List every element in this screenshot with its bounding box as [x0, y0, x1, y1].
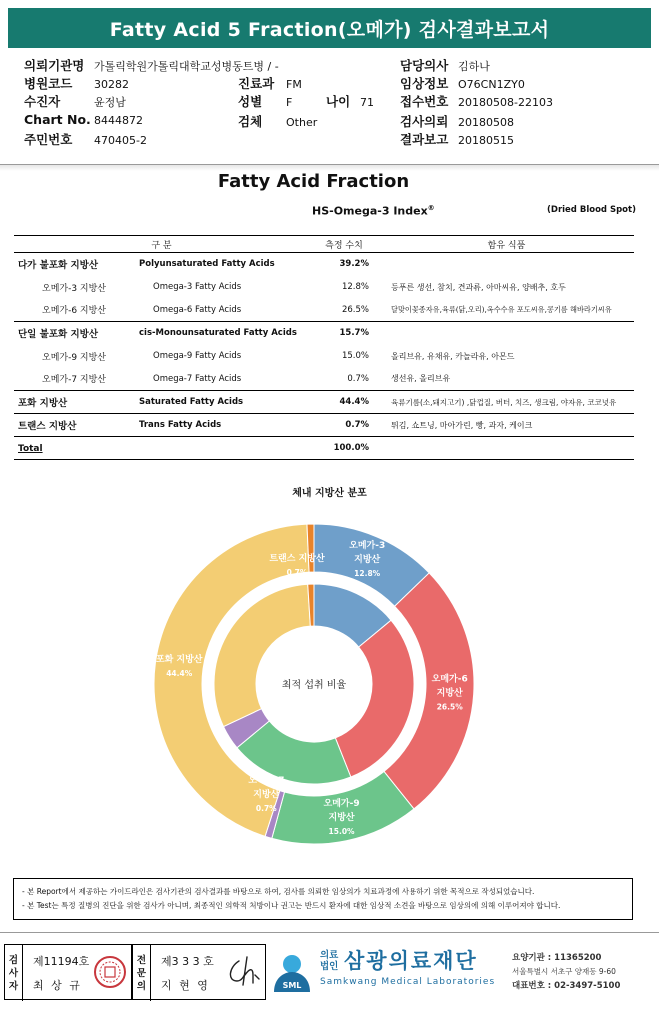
- donut-slice-name-label: 지방산: [253, 790, 280, 801]
- institution-label: 의뢰기관명: [24, 58, 85, 73]
- notes-box: [13, 878, 633, 920]
- row-name-kr: 단일 불포화 지방산: [14, 322, 139, 345]
- row-value: 0.7%: [309, 414, 379, 437]
- brand-corp-line: 의료: [320, 950, 339, 961]
- donut-slice-pct-label: 26.5%: [436, 702, 463, 712]
- specialist-label-char: 의: [136, 980, 147, 992]
- table-row: [14, 391, 634, 414]
- row-food: 올리브유, 유채유, 카놀라유, 아몬드: [391, 351, 515, 361]
- donut-slice-name-label: 지방산: [328, 813, 355, 824]
- table-row: [14, 299, 634, 322]
- table-row-total: [14, 437, 634, 460]
- donut-slice-name-label: 포화 지방산: [155, 654, 203, 665]
- clinical-label: 임상정보: [400, 76, 449, 91]
- specialist-license: 제3 3 3 호: [161, 955, 214, 968]
- dept-label: 진료과: [238, 76, 275, 91]
- patient-info: [0, 52, 659, 164]
- footer-divider: [0, 932, 659, 933]
- tester-label-char: 검: [8, 954, 19, 966]
- chart-no-value: 8444872: [94, 114, 143, 127]
- table-row: [14, 322, 634, 345]
- header-food: 함유 식품: [379, 236, 634, 253]
- note-line: - 본 Test는 특정 질병의 진단을 위한 검사가 아니며, 최종적인 의학적 처방이나 권고는 반드시 환자에 대한 임상적 소견을 바탕으로 임상의에 의해 이루어져야 합니다.: [22, 901, 561, 910]
- report-title: Fatty Acid 5 Fraction(오메가) 검사결과보고서: [8, 8, 651, 48]
- sex-value: F: [286, 96, 293, 109]
- donut-slice-pct-label: 12.8%: [354, 568, 381, 578]
- specialist-label: [133, 945, 151, 1001]
- contact-address: 서울특별시 서초구 양재동 9-60: [512, 967, 616, 976]
- row-value: 26.5%: [341, 304, 369, 315]
- row-value: 12.8%: [341, 282, 369, 292]
- sex-label: 성별: [238, 94, 263, 109]
- row-name-en: Omega-3 Fatty Acids: [153, 282, 242, 292]
- id-value: 470405-2: [94, 134, 147, 147]
- omega-index-text: HS-Omega-3 Index: [312, 204, 428, 218]
- tester-license: 제11194호: [33, 955, 90, 968]
- brand-corp-type: [320, 950, 338, 972]
- row-name-en: Trans Fatty Acids: [139, 414, 309, 437]
- chart-no-label: Chart No.: [24, 112, 91, 127]
- row-name-en: cis-Monounsaturated Fatty Acids: [139, 322, 309, 345]
- total-label: [14, 437, 139, 460]
- specialist-label-char: 문: [136, 967, 147, 979]
- total-value: 100.0%: [309, 437, 379, 460]
- brand-english-name: Samkwang Medical Laboratories: [320, 977, 496, 987]
- row-food: 튀김, 쇼트닝, 마아가린, 빵, 과자, 케이크: [379, 414, 634, 437]
- donut-slice-pct-label: 44.4%: [166, 668, 193, 678]
- donut-center-label: 최적 섭취 비율: [281, 680, 347, 691]
- header-value: 측정 수치: [309, 236, 379, 253]
- doctor-value: 김하나: [458, 60, 490, 73]
- logo-text: SML: [282, 981, 302, 990]
- age-label: 나이: [326, 94, 351, 109]
- row-food: [379, 322, 634, 345]
- row-food: 등푸른 생선, 참치, 견과류, 아마씨유, 양배추, 호두: [391, 282, 566, 292]
- omega-index-label: [312, 204, 435, 218]
- donut-slice-name-label: 트랜스 지방산: [269, 554, 325, 565]
- row-name-kr: 오메가-6 지방산: [42, 306, 106, 317]
- table-row: [14, 368, 634, 391]
- doctor-label: 담당의사: [400, 58, 449, 73]
- row-name-en: Omega-6 Fatty Acids: [153, 304, 242, 315]
- institution-value: 가톨릭학원가톨릭대학교성병동트병 / -: [94, 60, 279, 73]
- row-name-en: Omega-7 Fatty Acids: [153, 373, 242, 384]
- donut-slice-name-label: 오메가-9: [323, 799, 360, 810]
- row-value: 15.7%: [309, 322, 379, 345]
- age-value: 71: [360, 96, 374, 109]
- tester-label: [5, 945, 23, 1001]
- donut-slice-pct-label: 15.0%: [328, 827, 355, 837]
- row-name-kr: 트랜스 지방산: [14, 414, 139, 437]
- row-name-en: Polyunsaturated Fatty Acids: [139, 253, 309, 276]
- tester-seal-icon: [93, 955, 127, 989]
- donut-slice-name-label: 지방산: [436, 688, 463, 699]
- contact-code-text: 요양기관 : 11365200: [512, 953, 602, 963]
- specialist-signature-icon: [223, 953, 263, 989]
- donut-slice-name-label: 오메가-3: [349, 540, 386, 551]
- brand-corp-line: 법인: [320, 961, 339, 972]
- row-food: 생선유, 올리브유: [391, 374, 451, 384]
- donut-slice-name-label: 오메가-7: [248, 776, 285, 787]
- donut-slice-name-label: 오메가-6: [431, 674, 468, 685]
- row-value: 44.4%: [309, 391, 379, 414]
- fatty-acid-donut-chart: [0, 500, 659, 870]
- request-label: 검사의뢰: [400, 114, 449, 129]
- contact-info: [512, 951, 620, 993]
- specialist-name: 지 현 영: [161, 979, 210, 992]
- row-value: 0.7%: [347, 373, 369, 384]
- receipt-value: 20180508-22103: [458, 96, 553, 109]
- fatty-acid-table: [14, 235, 634, 460]
- brand-name: 삼광의료재단: [344, 949, 478, 973]
- total-text: Total: [18, 443, 43, 454]
- row-food: [379, 253, 634, 276]
- tester-label-char: 자: [8, 980, 19, 992]
- hospital-code-value: 30282: [94, 78, 129, 91]
- specialist-signature-box: [132, 944, 266, 1000]
- specimen-value: Other: [286, 116, 318, 129]
- registered-mark: ®: [427, 204, 435, 212]
- contact-tel: [512, 979, 620, 993]
- receipt-label: 접수번호: [400, 94, 449, 109]
- patient-value: 윤정남: [94, 96, 126, 109]
- tester-name: 최 상 규: [33, 979, 82, 992]
- row-name-en: Saturated Fatty Acids: [139, 391, 309, 414]
- dept-value: FM: [286, 78, 302, 91]
- table-row: [14, 345, 634, 368]
- donut-slice-pct-label: 0.7%: [286, 568, 308, 578]
- report-label: 결과보고: [400, 132, 449, 147]
- row-name-kr: 오메가-9 지방산: [42, 352, 106, 363]
- note-line: - 본 Report에서 제공하는 가이드라인은 검사기관의 검사결과를 바탕으로 하여, 검사를 의뢰한 임상의가 치료과정에 사용하기 위한 목적으로 작성되었습니다.: [22, 887, 535, 896]
- table-row: [14, 276, 634, 299]
- tester-signature-box: [4, 944, 132, 1000]
- report-value: 20180515: [458, 134, 514, 147]
- specialist-label-char: 전: [136, 954, 147, 966]
- total-en: [139, 437, 309, 460]
- table-row: [14, 253, 634, 276]
- contact-tel-text: 대표번호 : 02-3497-5100: [512, 981, 621, 991]
- contact-code: [512, 951, 620, 965]
- row-value: 15.0%: [341, 351, 369, 361]
- table-row: [14, 414, 634, 437]
- donut-slice-name-label: 지방산: [354, 554, 381, 565]
- dried-blood-spot-label: (Dried Blood Spot): [547, 205, 636, 215]
- sml-logo-icon: [270, 948, 318, 996]
- hospital-code-label: 병원코드: [24, 76, 73, 91]
- row-name-kr: 포화 지방산: [14, 391, 139, 414]
- id-label: 주민번호: [24, 132, 73, 147]
- request-value: 20180508: [458, 116, 514, 129]
- header-category: 구 분: [14, 236, 309, 253]
- row-name-kr: 다가 불포화 지방산: [14, 253, 139, 276]
- row-name-en: Omega-9 Fatty Acids: [153, 351, 242, 361]
- total-food: [379, 437, 634, 460]
- row-name-kr: 오메가-7 지방산: [42, 375, 106, 386]
- donut-slice-pct-label: 0.7%: [255, 804, 277, 814]
- row-name-kr: 오메가-3 지방산: [42, 283, 106, 294]
- row-value: 39.2%: [309, 253, 379, 276]
- specimen-label: 검체: [238, 114, 263, 129]
- tester-label-char: 사: [8, 967, 19, 979]
- chart-title: 체내 지방산 분포: [292, 488, 367, 499]
- row-food: 육류기름(소,돼지고기) ,닭껍질, 버터, 치즈, 생크림, 야자유, 코코넛유: [379, 391, 634, 414]
- patient-label: 수진자: [24, 94, 61, 109]
- section-title: Fatty Acid Fraction: [217, 171, 410, 192]
- clinical-value: O76CN1ZY0: [458, 78, 525, 91]
- row-food: 달맞이꽃종자유,육류(닭,오리),옥수수유 포도씨유,콩기름 해바라기씨유: [391, 304, 612, 314]
